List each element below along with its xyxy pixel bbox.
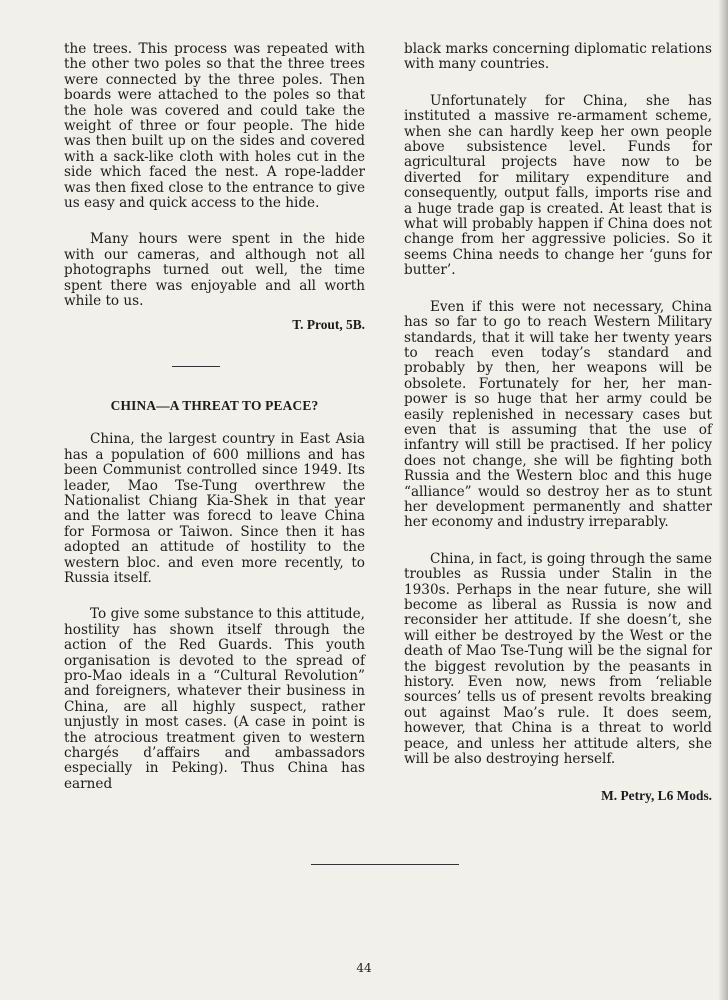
paragraph-red-guards: To give some substance to this attitude, hostility has shown itself through the action of the Red Guards. This youth organisation is devoted to the spread of pro-Mao ideals in a “Cultural Revolution” and foreigners, whatever their business in China, are all highly suspect, rather unjustly in most cases. (A case in point is the atrocious treatment given to western chargés d’affairs and ambassadors especially in Peking). Thus China has earned — [64, 606, 365, 792]
article-heading: CHINA—A THREAT TO PEACE? — [110, 397, 319, 413]
paragraph-military-standards: Even if this were not necessary, China has so far to go to reach Western Military standards, that it will take her twenty years to reach even today’s standard and probably by then, her weapons will be obsolete. Fortunately for her, her man-power is so huge that her army could be easily replenished in necessary cases but even that is assuming that the use of infantry will still be practised. If her policy does not change, she will be fighting both Russia and the Western bloc and this huge “alliance” would so destroy her as to stunt her development permanently and shatter her economy and industry irreparably. — [404, 298, 712, 531]
paragraph-stalin-comparison: China, in fact, is going through the same troubles as Russia under Stalin in the 1930s. Perhaps in the near future, she will become as liberal as Russia is now and reconsider her attitude. If she doesn’t, she will either be destroyed by the West or the death of Mao Tse-Tung will be the signal for the biggest revolution by the peasants in history. Even now, news from ‘reliable sources’ tells us of present revolts breaking out against Mao’s rule. It does seem, however, that China is a threat to world peace, and unless her attitude alters, she will be also destroying herself. — [404, 550, 712, 768]
page-number: 44 — [356, 961, 372, 975]
bottom-divider — [311, 864, 459, 865]
paragraph-rearmament: Unfortunately for China, she has instituted a massive re-armament scheme, when she can hardly keep her own people above subsistence level. Funds for agricultural projects have now to be diverted for military expenditure and consequently, output falls, imports rise and a huge trade gap is created. At least that is what will probably happen if China does not change from her aggressive policies. So it seems China needs to change her ‘guns for butter’. — [404, 92, 712, 279]
author-signature-prout: T. Prout, 5B. — [292, 316, 365, 332]
left-column — [64, 42, 365, 792]
page-edge-shadow — [718, 0, 728, 1000]
paragraph-black-marks: black marks concerning diplomatic relations with many countries. — [404, 41, 712, 73]
right-column — [404, 42, 712, 804]
paragraph-hide-construction: the trees. This process was repeated with the other two poles so that the three trees were connected by the three poles. Then boards were attached to the poles so that the hole was covered and could take the weight of three or four people. The hide was then built up on the sides and covered with a sack-like cloth with holes cut in the side which faced the nest. A rope-ladder was then fixed close to the entrance to give us easy and quick access to the hide. — [64, 41, 365, 212]
author-signature-petry: M. Petry, L6 Mods. — [601, 788, 712, 804]
paragraph-hide-hours: Many hours were spent in the hide with our cameras, and although not all photographs turned out well, the time spent there was enjoyable and all worth while to us. — [64, 231, 365, 310]
section-divider — [172, 366, 220, 367]
paragraph-china-intro: China, the largest country in East Asia has a population of 600 millions and has been Communist controlled since 1949. Its leader, Mao Tse-Tung overthrew the Nationalist Chiang Kia-Shek in that year and the latter was forecd to leave China for Formosa or Taiwon. Since then it has adopted an attitude of hostility to the western bloc. and even more recently, to Russia itself. — [64, 431, 365, 586]
